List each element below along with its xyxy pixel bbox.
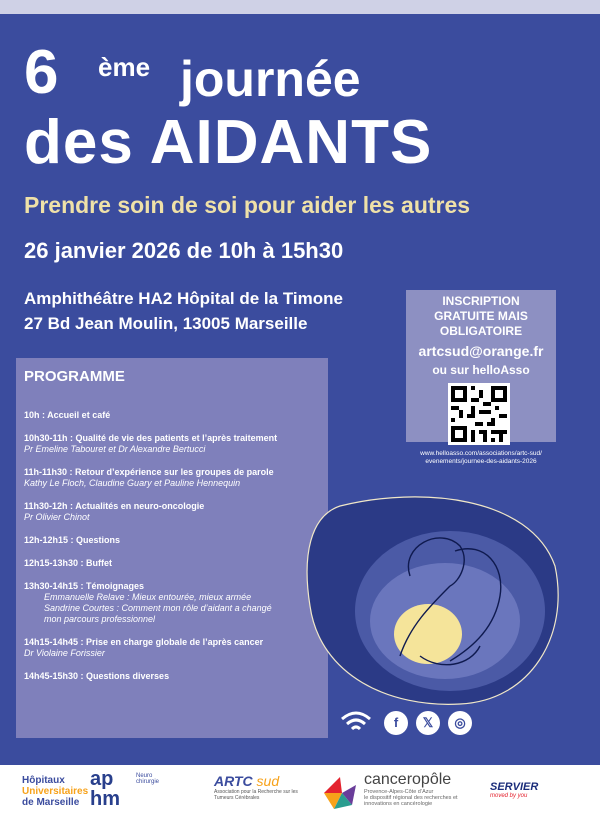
title-line2: des AIDANTS [24,108,433,177]
wifi-icon [340,710,372,736]
programme-item-title: 14h15-14h45 : Prise en charge globale de l’après cancer [24,637,264,647]
title-line1: journée [180,51,361,107]
programme-item-speaker: Emmanuelle Relave : Mieux entourée, mieux armée [44,592,252,602]
canceropole-region: Provence-Alpes-Côte d’Azur [364,789,434,795]
programme-panel [16,358,328,738]
programme-title: PROGRAMME [24,368,125,385]
programme-item [24,432,320,455]
artc-description: Association pour la Recherche sur les Tumeurs Cérébrales [214,789,298,801]
canceropole-name: canceropôle [364,771,452,788]
programme-item [24,557,320,569]
event-date: 26 janvier 2026 de 10h à 15h30 [24,238,344,263]
qr-code-graphic [451,386,507,442]
programme-item-title: 11h30-12h : Actualités en neuro-oncologie [24,501,205,511]
programme-item-title: 12h15-13h30 : Buffet [24,558,113,568]
programme-item-title: 13h30-14h15 : Témoignages [24,581,145,591]
instagram-icon[interactable]: ◎ [448,711,472,735]
hop-line1: Hôpitaux [22,775,65,786]
programme-item [24,534,320,546]
registration-alt: ou sur helloAsso [432,363,530,377]
x-icon[interactable]: 𝕏 [416,711,440,735]
facebook-icon[interactable]: f [384,711,408,735]
url-line1: www.helloasso.com/associations/artc-sud/ [420,450,542,457]
helloasso-url[interactable] [404,450,558,466]
registration-email[interactable]: artcsud@orange.fr [418,343,544,359]
artc-label: ARTC [214,773,253,789]
artc-name [188,773,308,789]
servier-tagline: moved by you [490,793,528,799]
artc-sud-label: sud [256,773,280,789]
logo-canceropole [318,771,468,807]
logo-hopitaux [22,775,88,808]
programme-item [24,636,320,659]
programme-item-speaker: Pr Olivier Chinot [24,512,90,522]
social-icons [340,706,474,742]
canceropole-logo-icon [322,775,358,811]
programme-item [24,409,320,421]
venue [24,286,343,336]
programme-item-title: 14h45-15h30 : Questions diverses [24,671,170,681]
programme-item-title: 11h-11h30 : Retour d’expérience sur les groupes de parole [24,467,274,477]
url-line2: evenements/journee-des-aidants-2026 [425,458,537,465]
title-superscript: ème [98,52,151,82]
programme-item-speaker: Pr Emeline Tabouret et Dr Alexandre Bertucci [24,444,206,454]
sponsor-footer [0,765,600,825]
programme-item-speaker: Kathy Le Floch, Claudine Guary et Pauline Hennequin [24,478,241,488]
programme-item-speaker: Dr Violaine Forissier [24,648,105,658]
programme-item [24,466,320,489]
aphm-line2: hm [90,788,120,810]
programme-item-speaker: Sandrine Courtes : Comment mon rôle d’aidant a changé [44,603,272,613]
programme-item [24,670,320,682]
servier-name: SERVIER [490,781,539,793]
programme-item-title: 12h-12h15 : Questions [24,535,121,545]
logo-servier [490,781,538,799]
title-number: 6 [24,38,59,107]
programme-item-title: 10h30-11h : Qualité de vie des patients et l’après traitement [24,433,278,443]
programme-item-speaker: mon parcours professionnel [44,614,156,624]
hop-line3: de Marseille [22,797,80,808]
programme-item [24,500,320,523]
aphm-line1: ap [90,768,114,790]
venue-line1: Amphithéâtre HA2 Hôpital de la Timone [24,289,343,308]
registration-line2: GRATUITE MAIS [434,309,528,323]
canceropole-description: le dispositif régional des recherches et innovations en cancérologie [364,795,458,807]
logo-neurochirurgie: Neuro chirurgie [136,773,160,785]
programme-item-title: 10h : Accueil et café [24,410,111,420]
registration-line3: OBLIGATOIRE [439,324,523,338]
programme-item [24,580,320,625]
venue-line2: 27 Bd Jean Moulin, 13005 Marseille [24,314,308,333]
programme-list [24,409,320,682]
hop-line2: Universitaires [22,786,89,797]
registration-line1: INSCRIPTION [442,294,520,308]
logo-aphm [90,769,120,809]
logo-artc [188,773,308,801]
subtitle: Prendre soin de soi pour aider les autres [24,192,471,218]
qr-code-icon[interactable] [448,383,510,445]
caregiver-illustration [300,486,562,706]
